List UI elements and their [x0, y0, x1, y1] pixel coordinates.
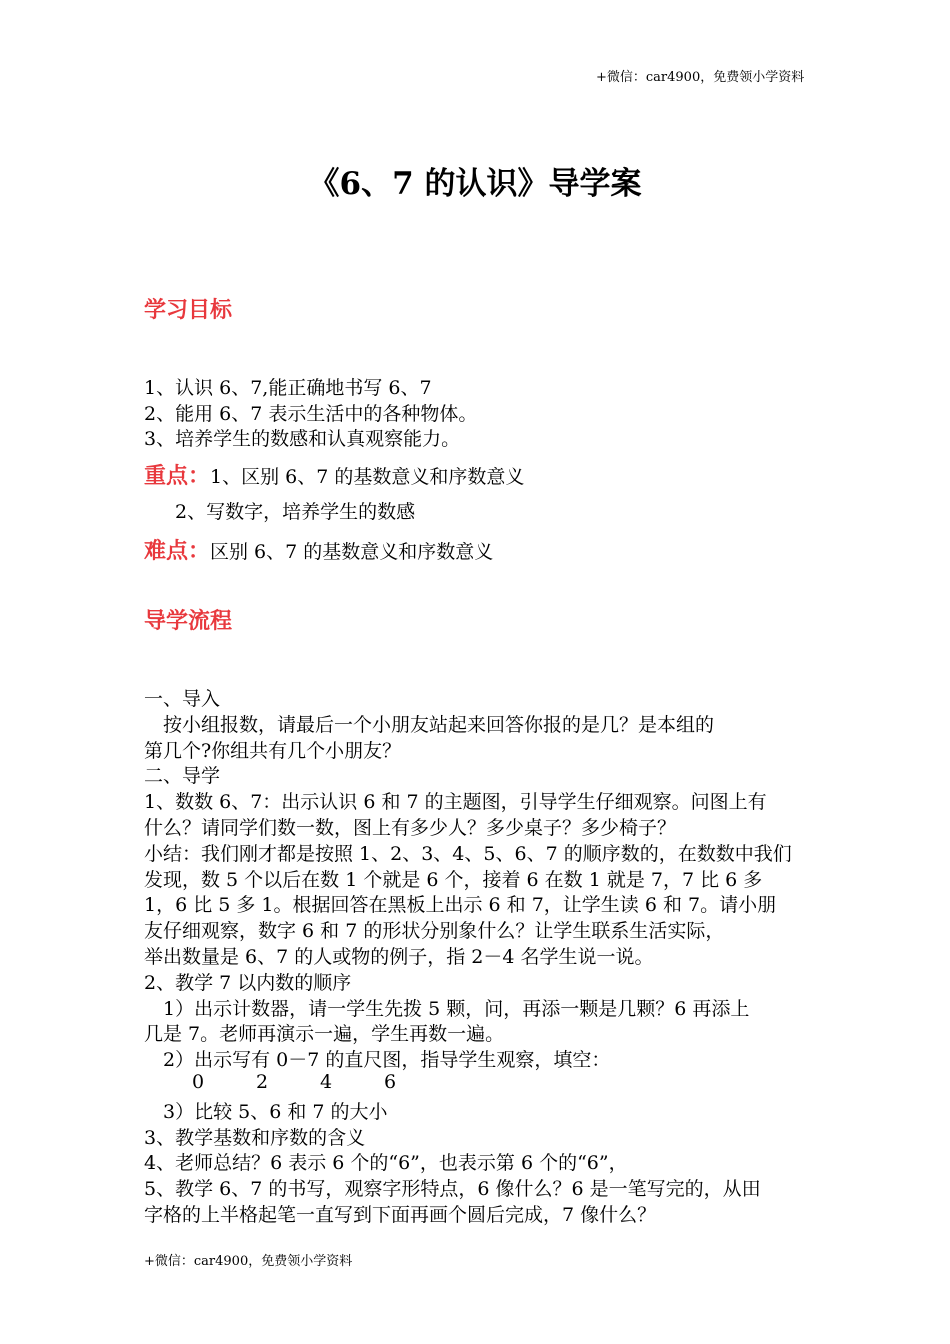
difficulty-label: 难点：	[144, 539, 211, 564]
ruler-number: 2	[256, 1071, 269, 1093]
process-line: 按小组报数，请最后一个小朋友站起来回答你报的是几？是本组的	[144, 713, 715, 736]
difficulty-row	[144, 534, 493, 565]
key-points-row	[144, 459, 524, 490]
process-line: 几是 7。老师再演示一遍，学生再数一遍。	[144, 1023, 505, 1046]
key-points-item-2: 2、写数字，培养学生的数感	[175, 501, 416, 523]
process-line: 5、教学 6、7 的书写，观察字形特点，6 像什么？6 是一笔写完的，从田	[144, 1178, 761, 1201]
key-points-label: 重点：	[144, 464, 211, 489]
ruler-numbers	[192, 1071, 448, 1093]
process-line: 3）比较 5、6 和 7 的大小	[144, 1100, 388, 1123]
process-line: 小结：我们刚才都是按照 1、2、3、4、5、6、7 的顺序数的，在数数中我们	[144, 842, 792, 865]
process-line: 举出数量是 6、7 的人或物的例子，指 2－4 名学生说一说。	[144, 946, 654, 968]
process-line: 4、老师总结？6 表示 6 个的“6”，也表示第 6 个的“6”，	[144, 1152, 628, 1175]
difficulty-text: 区别 6、7 的基数意义和序数意义	[210, 541, 494, 563]
objectives-heading: 学习目标	[144, 298, 233, 323]
process-line: 一、导入	[144, 688, 221, 710]
process-line: 2、教学 7 以内数的顺序	[144, 971, 352, 994]
process-line: 1）出示计数器，请一学生先拨 5 颗，问，再添一颗是几颗？6 再添上	[144, 997, 750, 1020]
objective-item: 1、认识 6、7,能正确地书写 6、7	[144, 377, 432, 399]
process-line: 3、教学基数和序数的含义	[144, 1126, 366, 1149]
header-watermark: +微信：car4900，免费领小学资料	[596, 70, 805, 85]
process-line: 2）出示写有 0－7 的直尺图，指导学生观察，填空：	[144, 1049, 611, 1072]
process-line: 第几个?你组共有几个小朋友？	[144, 739, 402, 762]
objective-item: 3、培养学生的数感和认真观察能力。	[144, 428, 461, 450]
process-line: 什么？请同学们数一数，图上有多少人？多少桌子？多少椅子？	[144, 817, 677, 839]
process-line: 1、数数 6、7：出示认识 6 和 7 的主题图，引导学生仔细观察。问图上有	[144, 791, 767, 814]
process-line: 二、导学	[144, 765, 221, 788]
ruler-number: 6	[384, 1071, 397, 1093]
process-line: 1，6 比 5 多 1。根据回答在黑板上出示 6 和 7，让学生读 6 和 7。请小朋	[144, 894, 777, 917]
process-line: 字格的上半格起笔一直写到下面再画个圆后完成，7 像什么？	[144, 1204, 657, 1226]
key-points-item-1: 1、区别 6、7 的基数意义和序数意义	[210, 466, 525, 488]
ruler-number: 4	[320, 1071, 333, 1093]
process-heading: 导学流程	[144, 609, 233, 634]
process-line: 发现，数 5 个以后在数 1 个就是 6 个，接着 6 在数 1 就是 7，7 比 6 多	[144, 868, 763, 891]
process-line: 友仔细观察，数字 6 和 7 的形状分别象什么？让学生联系生活实际，	[144, 920, 725, 943]
ruler-number: 0	[192, 1071, 205, 1093]
footer-watermark: +微信：car4900，免费领小学资料	[144, 1254, 353, 1269]
objective-item: 2、能用 6、7 表示生活中的各种物体。	[144, 403, 478, 425]
page-title: 《6、7 的认识》导学案	[308, 166, 642, 202]
